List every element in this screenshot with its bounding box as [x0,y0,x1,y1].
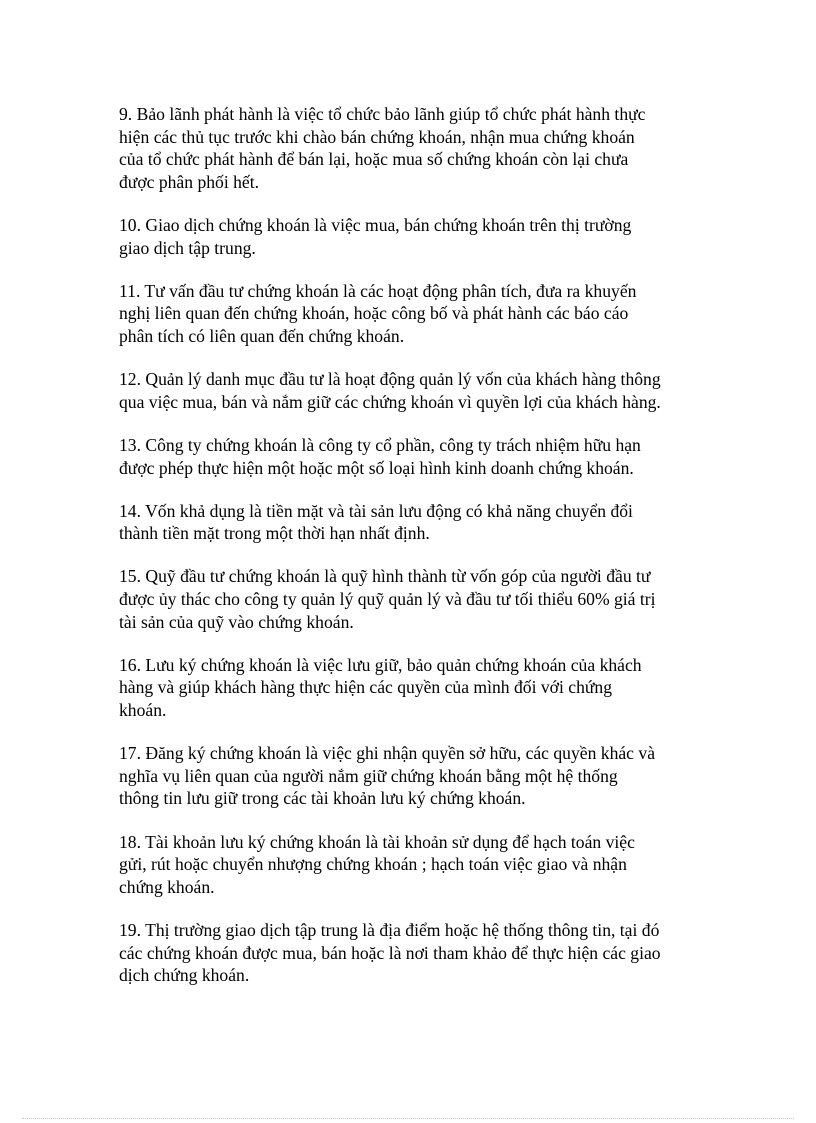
text-line: 19. Thị trường giao dịch tập trung là địa điểm hoặc hệ thống thông tin, tại đó [119,919,660,940]
document-body [119,103,704,1007]
text-line: 13. Công ty chứng khoán là công ty cổ phần, công ty trách nhiệm hữu hạn [119,434,641,455]
text-line: thành tiền mặt trong một thời hạn nhất định. [119,523,430,544]
text-line: 10. Giao dịch chứng khoán là việc mua, bán chứng khoán trên thị trường [119,214,632,235]
paragraph-14 [119,500,704,545]
text-line: hiện các thủ tục trước khi chào bán chứng khoán, nhận mua chứng khoán [119,126,635,147]
text-line: 9. Bảo lãnh phát hành là việc tổ chức bảo lãnh giúp tổ chức phát hành thực [119,104,646,124]
text-line: các chứng khoán được mua, bán hoặc là nơi tham khảo để thực hiện các giao [119,942,661,963]
text-line: nghĩa vụ liên quan của người nắm giữ chứng khoán bằng một hệ thống [119,765,618,786]
paragraph-10 [119,214,704,259]
paragraph-12 [119,368,704,413]
paragraph-16 [119,654,704,722]
text-line: 16. Lưu ký chứng khoán là việc lưu giữ, bảo quản chứng khoán của khách [119,654,642,675]
text-line: của tổ chức phát hành để bán lại, hoặc mua số chứng khoán còn lại chưa [119,149,629,170]
paragraph-15 [119,565,704,633]
text-line: được ủy thác cho công ty quản lý quỹ quản lý và đầu tư tối thiểu 60% giá trị [119,589,656,610]
text-line: giao dịch tập trung. [119,237,256,258]
text-line: nghị liên quan đến chứng khoán, hoặc công bố và phát hành các báo cáo [119,303,629,324]
text-line: 18. Tài khoản lưu ký chứng khoán là tài khoản sử dụng để hạch toán việc [119,831,635,852]
text-line: 17. Đăng ký chứng khoán là việc ghi nhận quyền sở hữu, các quyền khác và [119,743,655,764]
text-line: gửi, rút hoặc chuyển nhượng chứng khoán ; hạch toán việc giao và nhận [119,854,627,875]
text-line: hàng và giúp khách hàng thực hiện các quyền của mình đối với chứng [119,677,613,698]
text-line: dịch chứng khoán. [119,965,250,986]
paragraph-18 [119,831,704,899]
text-line: 12. Quản lý danh mục đầu tư là hoạt động quản lý vốn của khách hàng thông [119,369,661,390]
paragraph-9 [119,103,704,193]
paragraph-19 [119,919,704,987]
text-line: được phép thực hiện một hoặc một số loại hình kinh doanh chứng khoán. [119,457,634,478]
paragraph-11 [119,280,704,348]
text-line: thông tin lưu giữ trong các tài khoản lưu ký chứng khoán. [119,788,526,809]
text-line: phân tích có liên quan đến chứng khoán. [119,325,405,346]
text-line: 15. Quỹ đầu tư chứng khoán là quỹ hình thành từ vốn góp của người đầu tư [119,566,651,587]
page-bottom-divider [22,1118,794,1119]
text-line: tài sản của quỹ vào chứng khoán. [119,611,354,632]
paragraph-13 [119,434,704,479]
text-line: 11. Tư vấn đầu tư chứng khoán là các hoạt động phân tích, đưa ra khuyến [119,280,637,301]
paragraph-17 [119,742,704,810]
text-line: chứng khoán. [119,876,215,897]
text-line: khoán. [119,700,167,721]
text-line: qua việc mua, bán và nắm giữ các chứng khoán vì quyền lợi của khách hàng. [119,391,661,412]
text-line: 14. Vốn khả dụng là tiền mặt và tài sản lưu động có khả năng chuyển đổi [119,500,633,521]
text-line: được phân phối hết. [119,171,260,192]
